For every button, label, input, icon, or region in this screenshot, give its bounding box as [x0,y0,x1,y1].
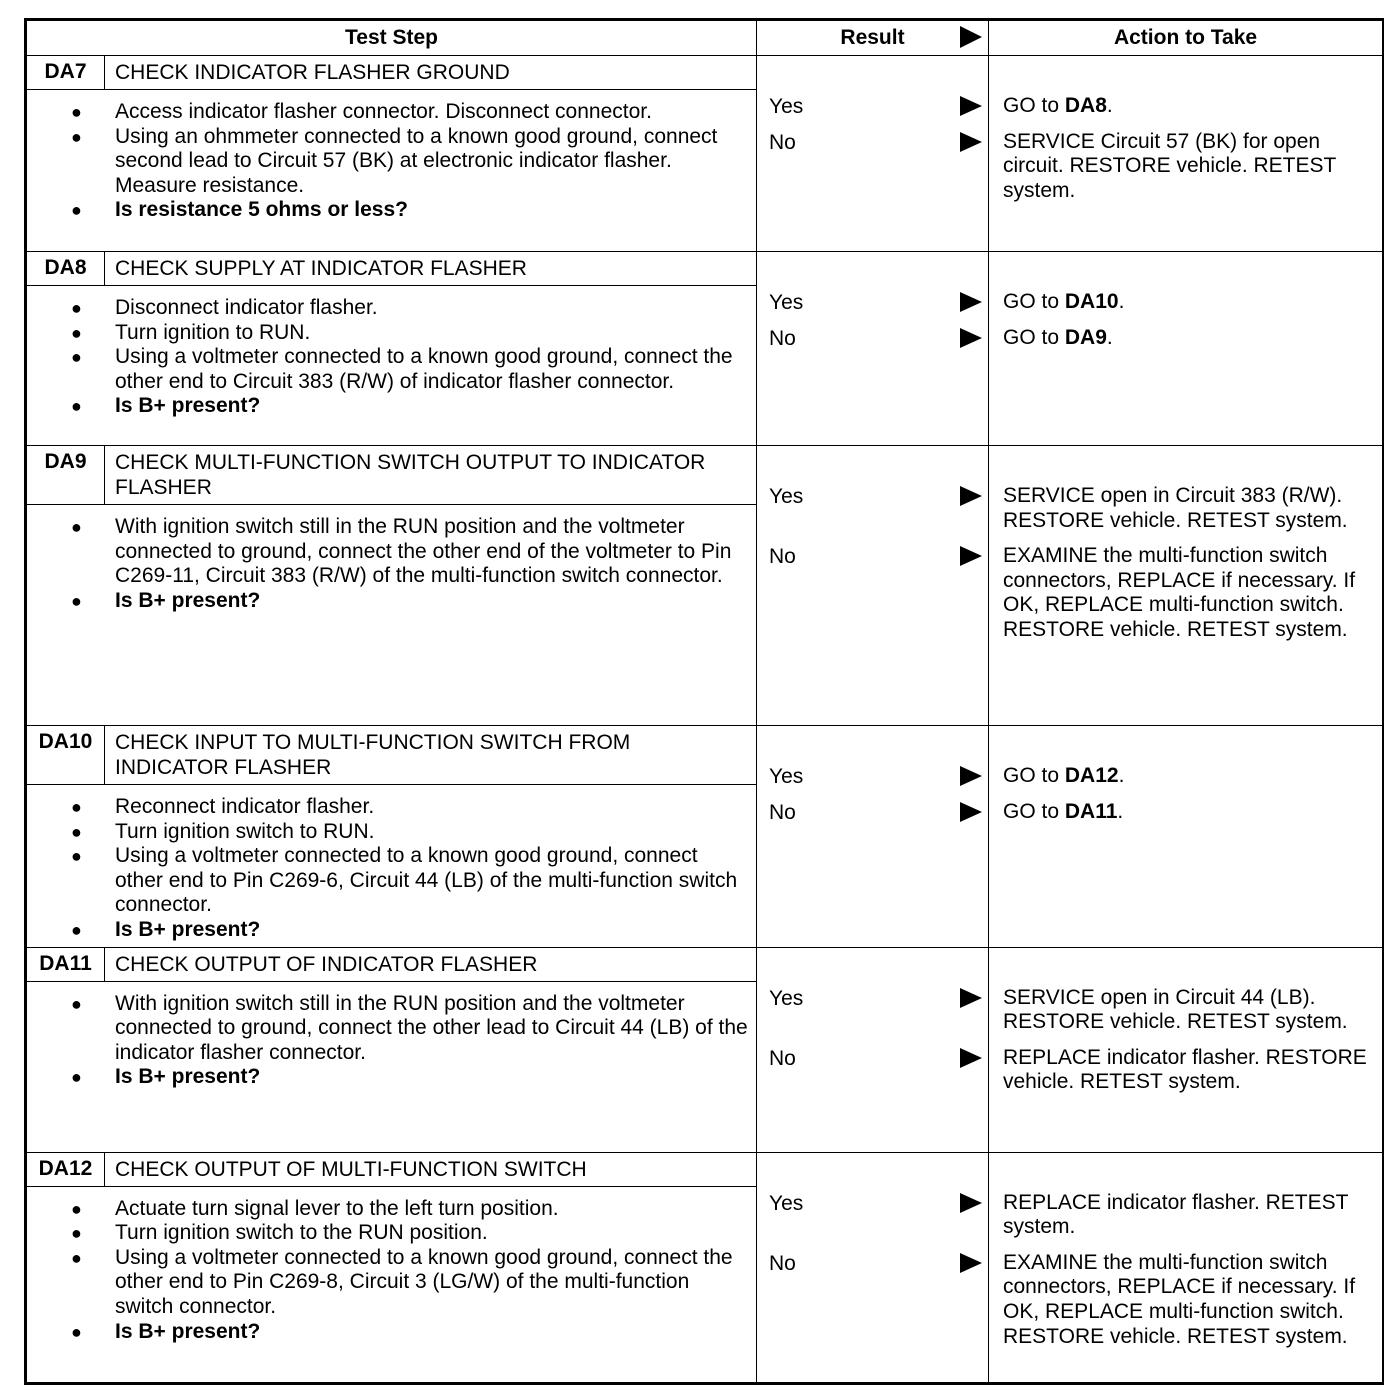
arrow-right-icon [960,766,982,786]
step-row [27,947,1383,1152]
action-cell [989,947,1383,1152]
result-row [757,764,988,789]
step-row [27,56,1383,252]
result-label: No [769,327,796,350]
arrow-right-icon [960,1193,982,1213]
step-bullets [27,90,756,227]
action-cell [989,56,1383,252]
result-row [757,290,988,315]
bullet-item: ● Using a voltmeter connected to a known good ground, connect other end to Pin C269-6, Circuit 44 (LB) of the multi-function switch connector. [71,844,748,918]
step-header [27,1153,756,1187]
result-label: Yes [769,1191,804,1215]
step-title: CHECK INPUT TO MULTI-FUNCTION SWITCH FROM INDICATOR FLASHER [115,731,631,779]
result-row [757,484,988,509]
action-text-main: SERVICE open in Circuit 44 (LB). RESTORE vehicle. RETEST system. [1003,985,1348,1034]
test-step-cell [27,56,757,252]
table-header-row [27,21,1383,56]
action-text [989,544,1382,642]
step-header [27,252,756,286]
test-step-cell [27,252,757,446]
arrow-right-icon [960,486,982,506]
action-text-end: . [1118,290,1125,313]
step-header [27,726,756,785]
step-question: ● Is B+ present? [71,1065,748,1090]
header-action: Action to Take [989,21,1383,56]
bullet-item: ● Reconnect indicator flasher. [71,795,748,820]
action-cell [989,252,1383,446]
header-result-label: Result [840,26,905,49]
step-id: DA10 [27,726,105,784]
test-step-cell [27,446,757,726]
step-id: DA8 [27,252,105,285]
result-label: Yes [769,291,804,314]
step-question: ● Is B+ present? [71,1320,748,1345]
arrow-right-icon [960,988,982,1008]
step-row [27,446,1383,726]
action-text-main: GO to [1003,799,1065,823]
action-text-main: EXAMINE the multi-function switch connectors, REPLACE if necessary. If OK, REPLACE multi-function switch. RESTORE vehicle. RETEST system. [1003,1250,1356,1348]
step-header [27,56,756,90]
step-question: ● Is B+ present? [71,589,748,614]
step-title: CHECK OUTPUT OF INDICATOR FLASHER [115,952,538,976]
step-bullets [27,505,756,617]
step-bullets [27,982,756,1094]
action-cell [989,446,1383,726]
action-text-main: SERVICE Circuit 57 (BK) for open circuit. RESTORE vehicle. RETEST system. [1003,129,1336,202]
bullet-item: ● Turn ignition switch to RUN. [71,820,748,845]
bullet-item: ● Turn ignition switch to the RUN position. [71,1221,748,1246]
action-text [989,484,1382,533]
action-text [989,764,1382,789]
arrow-right-icon [960,96,982,116]
arrow-right-icon [960,132,982,152]
action-target-step: DA9 [1064,325,1107,349]
action-target-step: DA10 [1064,290,1119,313]
diagnostic-table [24,18,1384,1385]
bullet-item: ● With ignition switch still in the RUN position and the voltmeter connected to ground, connect the other lead to Circuit 44 (LB) of the indicator flasher connector. [71,992,748,1066]
result-row [757,986,988,1011]
step-title: CHECK INDICATOR FLASHER GROUND [115,61,510,84]
result-row [757,1251,988,1276]
bullet-item: ● Using a voltmeter connected to a known good ground, connect the other end to Pin C269-8, Circuit 3 (LG/W) of the multi-function switch connector. [71,1246,748,1320]
step-title: CHECK SUPPLY AT INDICATOR FLASHER [115,257,527,280]
arrow-right-icon [960,1253,982,1273]
result-row [757,1191,988,1216]
arrow-right-icon [960,546,982,566]
action-text [989,1251,1382,1349]
step-id: DA12 [27,1153,105,1186]
bullet-item: ● Using a voltmeter connected to a known good ground, connect the other end to Circuit 383 (R/W) of indicator flasher connector. [71,345,748,394]
action-cell [989,726,1383,948]
step-id: DA11 [27,948,105,981]
step-header [27,446,756,505]
result-label: No [769,1046,796,1070]
result-cell [757,252,989,446]
header-test-step: Test Step [27,21,757,56]
result-label: No [769,545,796,569]
step-question: ● Is resistance 5 ohms or less? [71,198,748,223]
action-text-end: . [1106,94,1113,117]
action-text-main: GO to [1003,325,1065,349]
action-text-end: . [1118,764,1125,787]
action-text-main: GO to [1003,290,1065,313]
step-title: CHECK MULTI-FUNCTION SWITCH OUTPUT TO INDICATOR FLASHER [115,451,706,499]
action-text [989,986,1382,1035]
action-text-end: . [1117,799,1124,823]
arrow-right-icon [960,26,982,48]
result-row [757,326,988,351]
result-label: No [769,801,796,824]
action-text [989,800,1382,825]
step-bullets [27,286,756,423]
result-cell [757,1152,989,1382]
action-text [989,326,1382,351]
arrow-right-icon [960,1048,982,1068]
step-row [27,1152,1383,1382]
step-row [27,252,1383,446]
result-cell [757,947,989,1152]
result-row [757,800,988,825]
step-row [27,726,1383,948]
action-text-main: SERVICE open in Circuit 383 (R/W). RESTORE vehicle. RETEST system. [1003,484,1348,532]
header-result [757,21,989,56]
step-bullets [27,785,756,947]
step-title: CHECK OUTPUT OF MULTI-FUNCTION SWITCH [115,1157,587,1181]
action-text [989,94,1382,119]
action-cell [989,1152,1383,1382]
test-step-cell [27,1152,757,1382]
result-row [757,94,988,119]
step-id: DA7 [27,56,105,89]
result-cell [757,56,989,252]
action-text [989,290,1382,315]
step-header [27,948,756,982]
result-label: Yes [769,95,804,118]
arrow-right-icon [960,802,982,822]
result-row [757,544,988,569]
action-target-step: DA11 [1064,799,1118,823]
result-label: No [769,131,796,154]
bullet-item: ● Turn ignition to RUN. [71,321,748,346]
bullet-item: ● Actuate turn signal lever to the left turn position. [71,1197,748,1222]
result-label: No [769,1251,796,1275]
action-text-main: EXAMINE the multi-function switch connectors, REPLACE if necessary. If OK, REPLACE multi-function switch. RESTORE vehicle. RETEST system. [1003,544,1356,641]
step-bullets [27,1187,756,1349]
test-step-cell [27,726,757,948]
result-cell [757,726,989,948]
bullet-item: ● Access indicator flasher connector. Disconnect connector. [71,100,748,125]
action-target-step: DA8 [1064,94,1107,117]
arrow-right-icon [960,292,982,312]
bullet-item: ● Disconnect indicator flasher. [71,296,748,321]
result-label: Yes [769,765,804,788]
action-text [989,1046,1382,1095]
action-text-main: GO to [1003,764,1065,787]
result-row [757,130,988,155]
action-text-end: . [1106,325,1113,349]
action-text-main: REPLACE indicator flasher. RETEST system. [1003,1190,1349,1239]
result-label: Yes [769,485,804,508]
step-question: ● Is B+ present? [71,394,748,419]
bullet-item: ● With ignition switch still in the RUN position and the voltmeter connected to ground, connect the other end of the voltmeter to Pin C269-11, Circuit 383 (R/W) of the multi-function switch connector. [71,515,748,589]
step-question: ● Is B+ present? [71,918,748,943]
action-text-main: REPLACE indicator flasher. RESTORE vehicle. RETEST system. [1003,1045,1367,1094]
action-text [989,1191,1382,1240]
test-step-cell [27,947,757,1152]
bullet-item: ● Using an ohmmeter connected to a known good ground, connect second lead to Circuit 57 (BK) at electronic indicator flasher. Measure resistance. [71,125,748,199]
result-row [757,1046,988,1071]
arrow-right-icon [960,328,982,348]
step-id: DA9 [27,446,105,504]
action-text [989,130,1382,204]
action-target-step: DA12 [1064,764,1119,787]
result-cell [757,446,989,726]
result-label: Yes [769,986,804,1010]
action-text-main: GO to [1003,94,1065,117]
